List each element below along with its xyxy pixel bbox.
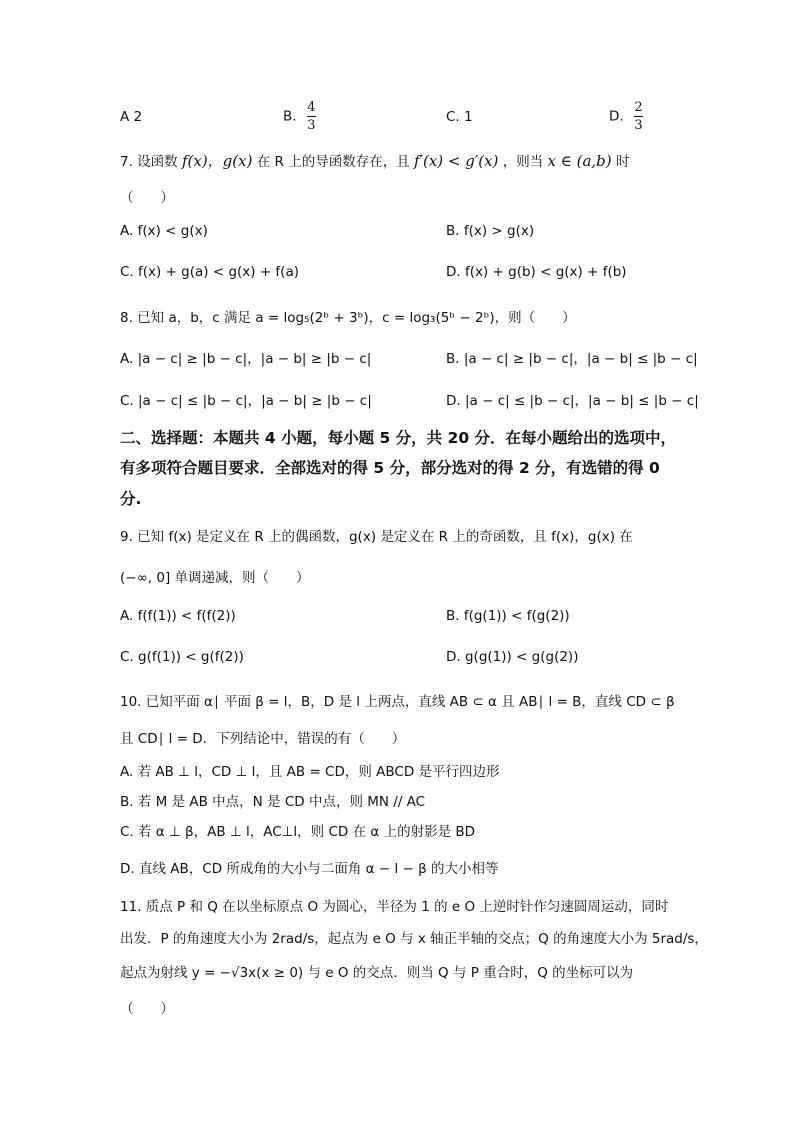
q9-stem-line2: (−∞, 0] 单调递减，则（ ）: [120, 570, 310, 586]
q7-answer-paren: （ ）: [120, 190, 174, 206]
q7-stem-mid: 在 R 上的导函数存在，且: [256, 154, 410, 170]
q6-option-c: C. 1: [446, 109, 473, 125]
q7-option-a: A. f(x) < g(x): [120, 223, 208, 239]
q7-stem-math1: f(x)，g(x): [181, 152, 253, 170]
q6-option-a: A 2: [120, 109, 143, 125]
section2-heading-line2: 有多项符合题目要求．全部选对的得 5 分，部分选对的得 2 分，有选错的得 0: [120, 459, 660, 477]
q11-stem-line1: 11. 质点 P 和 Q 在以坐标原点 O 为圆心，半径为 1 的 e O 上逆时针作匀速圆周运动，同时: [120, 899, 669, 915]
q6-b-denominator: 3: [307, 118, 316, 133]
section2-heading-line3: 分.: [120, 490, 142, 508]
fraction-bar: [634, 116, 643, 117]
q9-option-b: B. f(g(1)) < f(g(2)): [446, 608, 570, 624]
q8-option-d: D. |a − c| ≤ |b − c|，|a − b| ≤ |b − c|: [446, 393, 699, 409]
q6-option-b-fraction: [307, 100, 316, 133]
q7-option-c: C. f(x) + g(a) < g(x) + f(a): [120, 264, 299, 280]
q9-stem-line1: 9. 已知 f(x) 是定义在 R 上的偶函数，g(x) 是定义在 R 上的奇函数，且 f(x)，g(x) 在: [120, 529, 633, 545]
q6-option-d-label: D.: [609, 108, 624, 125]
q10-option-b: B. 若 M 是 AB 中点，N 是 CD 中点，则 MN // AC: [120, 794, 426, 810]
q7-stem-math3: x ∈ (a,b): [547, 152, 612, 170]
q11-stem-line3: 起点为射线 y = −√3x(x ≥ 0) 与 e O 的交点．则当 Q 与 P 重合时，Q 的坐标可以为: [120, 965, 634, 981]
q10-stem-line1: 10. 已知平面 α∣ 平面 β = l，B，D 是 l 上两点，直线 AB ⊂ α 且 AB∣ l = B，直线 CD ⊂ β: [120, 694, 675, 710]
q7-stem: [120, 150, 629, 171]
q8-option-a: A. |a − c| ≥ |b − c|，|a − b| ≥ |b − c|: [120, 351, 372, 367]
q6-option-d: [609, 100, 643, 133]
q10-option-a: A. 若 AB ⊥ l，CD ⊥ l，且 AB = CD，则 ABCD 是平行四边形: [120, 764, 500, 780]
q7-stem-prefix: 7. 设函数: [120, 154, 178, 170]
q7-option-b: B. f(x) > g(x): [446, 223, 535, 239]
q6-d-numerator: 2: [634, 100, 643, 115]
q10-option-d: D. 直线 AB，CD 所成角的大小与二面角 α − l − β 的大小相等: [120, 861, 499, 877]
fraction-bar: [307, 116, 316, 117]
q11-stem-line2: 出发．P 的角速度大小为 2rad/s，起点为 e O 与 x 轴正半轴的交点；Q 的角速度大小为 5rad/s，: [120, 931, 708, 947]
q11-answer-paren: （ ）: [120, 1001, 174, 1017]
q7-stem-suffix: 时: [615, 154, 630, 170]
q7-stem-mid2: ，则当: [502, 154, 544, 170]
q9-option-c: C. g(f(1)) < g(f(2)): [120, 649, 244, 665]
section2-heading-line1: 二、选择题：本题共 4 小题，每小题 5 分，共 20 分．在每小题给出的选项中，: [120, 429, 677, 447]
q6-option-b-label: B.: [283, 108, 297, 125]
q7-option-d: D. f(x) + g(b) < g(x) + f(b): [446, 264, 627, 280]
q8-option-b: B. |a − c| ≥ |b − c|，|a − b| ≤ |b − c|: [446, 351, 698, 367]
q10-stem-line2: 且 CD∣ l = D．下列结论中，错误的有（ ）: [120, 731, 406, 747]
q8-stem: 8. 已知 a，b，c 满足 a = log₅(2ᵇ + 3ᵇ)，c = log₃(5ᵇ − 2ᵇ)，则（ ）: [120, 310, 576, 326]
q9-option-a: A. f(f(1)) < f(f(2)): [120, 608, 236, 624]
q8-option-c: C. |a − c| ≤ |b − c|，|a − b| ≥ |b − c|: [120, 393, 372, 409]
q6-d-denominator: 3: [634, 118, 643, 133]
q10-option-c: C. 若 α ⊥ β，AB ⊥ l，AC⊥l，则 CD 在 α 上的射影是 BD: [120, 824, 476, 840]
q9-option-d: D. g(g(1)) < g(g(2)): [446, 649, 579, 665]
q6-option-d-fraction: [634, 100, 643, 133]
q7-stem-math2: f′(x) < g′(x): [414, 152, 499, 170]
q6-b-numerator: 4: [307, 100, 316, 115]
q6-option-b: [283, 100, 316, 133]
